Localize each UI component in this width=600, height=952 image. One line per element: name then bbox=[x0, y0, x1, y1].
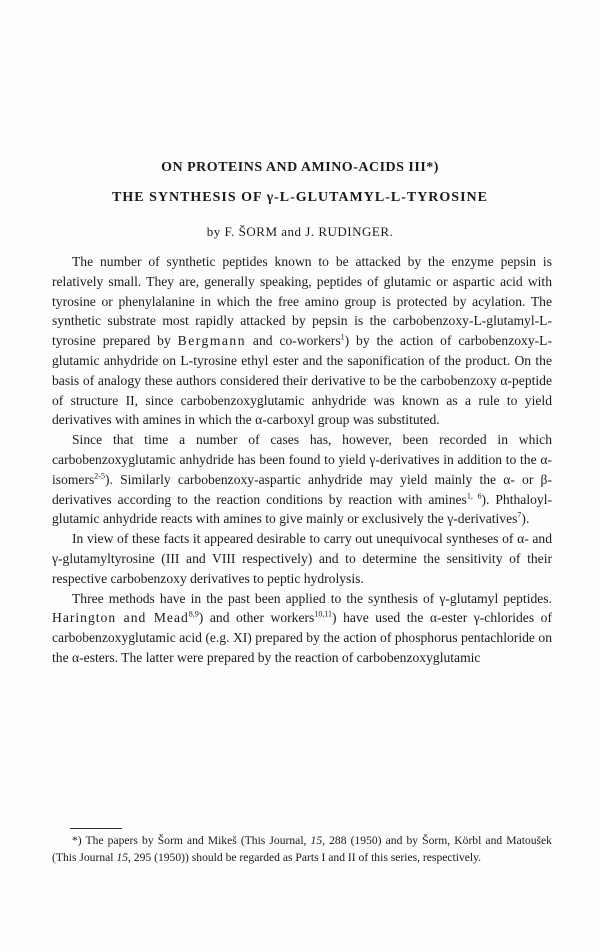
paragraph-1-text-c: ) by the action of carbobenzoxy-L-glutamic anhydride on L-tyrosine ethyl ester and the saponification of the product. On the basis of analogy these authors considered their derivative to be the carbobenzoxy α-peptide of structure II, since carbobenzoxyglutamic anhydride was known as a rule to yield derivatives with amines in which the α-carboxyl group was substituted. bbox=[52, 333, 552, 428]
paragraph-4 bbox=[52, 589, 552, 668]
paragraph-2-text-c: ). Phthaloyl-glutamic anhydride reacts with amines to give mainly or exclusively the γ-derivatives bbox=[52, 491, 553, 527]
paragraph-2-text-a: Since that time a number of cases has, however, been recorded in which carbobenzoxyglutamic anhydride has been found to yield γ-derivatives in addition to the α-isomers bbox=[52, 432, 552, 487]
article-authors: by F. ŠORM and J. RUDINGER. bbox=[206, 224, 394, 239]
paragraph-1-text-b: and co-workers bbox=[246, 333, 341, 349]
footnote-text-c: , 295 (1950)) should be regarded as Parts I and II of this series, respectively. bbox=[128, 851, 482, 864]
paragraph-1-text-a: The number of synthetic peptides known to be attacked by the enzyme pepsin is relatively small. They are, generally speaking, peptides of glutamic or aspartic acid with tyrosine or phenylalanine in which the free amino group is protected by acylation. The synthetic substrate most rapidly attacked by pepsin is the carbobenzoxy-L-glutamyl-L-tyrosine prepared by bbox=[52, 254, 552, 349]
footnote-text-b: , 288 (1950) and by Šorm, Körbl and Matoušek (This Journal bbox=[52, 834, 552, 864]
paragraph-4-text-b: ) and other workers bbox=[198, 610, 315, 626]
citation-ref: 1 bbox=[340, 332, 345, 342]
citation-ref: 2-5 bbox=[94, 471, 105, 481]
article-title-line1: ON PROTEINS AND AMINO-ACIDS III*) bbox=[161, 160, 439, 175]
paragraph-2 bbox=[52, 430, 552, 529]
paragraph-4-text-c: ) have used the α-ester γ-chlorides of carbobenzoxyglutamic acid (e.g. XI) prepared by the action of phosphorus pentachloride on the α-esters. The latter were prepared by the reaction of carbobenzoxyglutamic bbox=[52, 610, 552, 665]
author-name-harington-mead: Harington and Mead bbox=[52, 610, 189, 626]
citation-ref: 10,11 bbox=[314, 609, 333, 619]
footnote-divider bbox=[70, 828, 122, 829]
citation-ref: 7 bbox=[517, 510, 522, 520]
author-name-bergmann: Bergmann bbox=[177, 333, 247, 349]
paragraph-4-text-a: Three methods have in the past been applied to the synthesis of γ-glutamyl peptides. bbox=[72, 590, 552, 606]
paragraph-2-text-b: ). Similarly carbobenzoxy-aspartic anhydride may yield mainly the α- or β-derivatives according to the reaction conditions by reaction with amines bbox=[52, 471, 552, 507]
citation-ref: 8,9 bbox=[188, 609, 199, 619]
paragraph-3: In view of these facts it appeared desirable to carry out unequivocal syntheses of α- and γ-glutamyltyrosine (III and VIII respectively) and to determine the sensitivity of their respective carbobenzoxy derivatives to peptic hydrolysis. bbox=[52, 531, 552, 586]
footnote-volume: 15 bbox=[310, 834, 323, 847]
paragraph-2-text-d: ). bbox=[521, 511, 530, 527]
footnote bbox=[52, 832, 552, 866]
footnote-text-a: *) The papers by Šorm and Mikeš (This Journal, bbox=[72, 834, 311, 847]
article-body bbox=[52, 252, 552, 668]
paragraph-1 bbox=[52, 252, 552, 430]
citation-ref: 1, 6 bbox=[466, 491, 482, 501]
footnote-volume: 15 bbox=[116, 851, 128, 864]
article-title-line2: THE SYNTHESIS OF γ-L-GLUTAMYL-L-TYROSINE bbox=[112, 190, 488, 205]
